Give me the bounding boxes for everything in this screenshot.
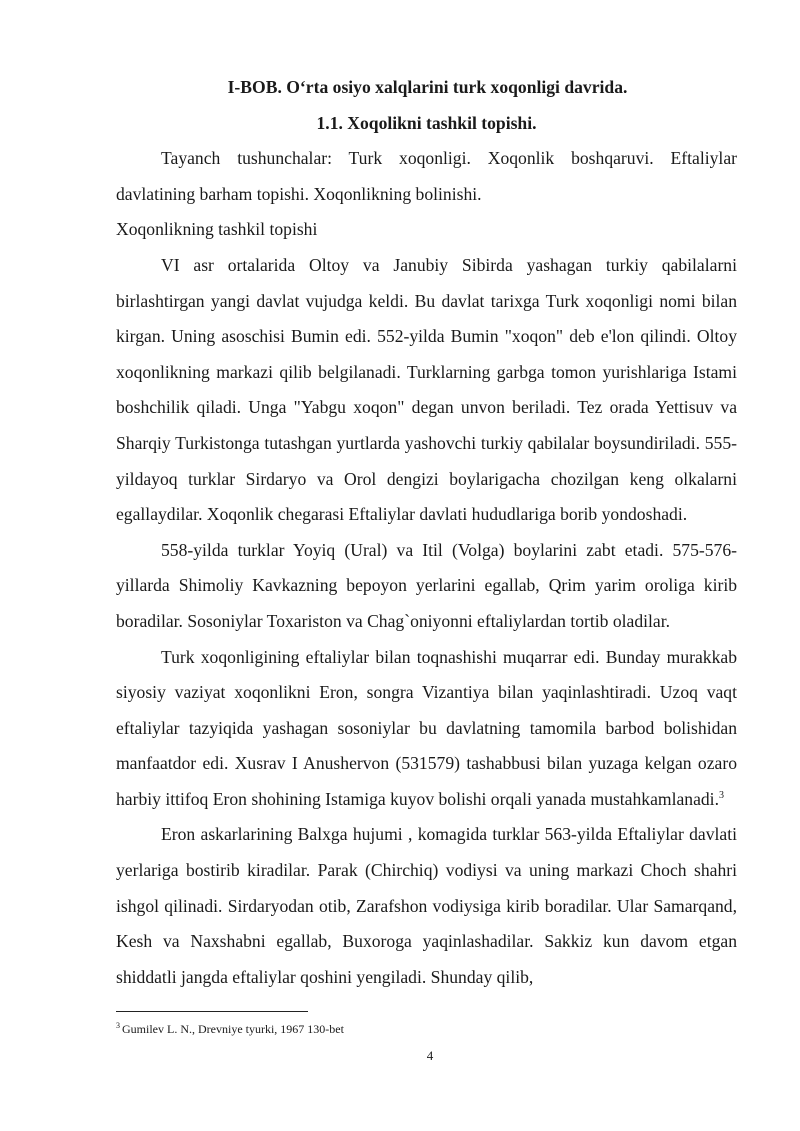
- paragraph-3: [116, 640, 737, 818]
- page-content: [116, 70, 737, 995]
- paragraph-1: VI asr ortalarida Oltoy va Janubiy Sibirda yashagan turkiy qabilalarni birlashtirgan yangi davlat vujudga keldi. Bu davlat tarixga Turk xoqonligi nomi bilan kirgan. Uning asoschisi Bumin edi. 552-yilda Bumin "xoqon" deb e'lon qilindi. Oltoy xoqonlikning markazi qilib belgilanadi. Turklarning garbga tomon yurishlariga Istami boshchilik qiladi. Unga "Yabgu xoqon" degan unvon beriladi. Tez orada Yettisuv va Sharqiy Turkistonga tutashgan yurtlarda yashovchi turkiy qabilalar boysundiriladi. 555-yildayoq turklar Sirdaryo va Orol dengizi boylarigacha chozilgan keng olkalarni egallaydilar. Xoqonlik chegarasi Eftaliylar davlati hududlariga borib yondoshadi.: [116, 254, 737, 525]
- footnote: [116, 1018, 344, 1037]
- footnote-mark: 3: [116, 1021, 120, 1030]
- section-heading: 1.1. Xoqolikni tashkil topishi.: [316, 112, 537, 133]
- paragraph-2: 558-yilda turklar Yoyiq (Ural) va Itil (Volga) boylarini zabt etadi. 575-576-yillarda Shimoliy Kavkazning bepoyon yerlarini egallab, Qrim yarim oroliga kirib boradilar. Sosoniylar Toxariston va Chag`oniyonni eftaliylardan tortib oladilar.: [116, 539, 737, 631]
- paragraph-3-text: Turk xoqonligining eftaliylar bilan toqnashishi muqarrar edi. Bunday murakkab siyosiy vaziyat xoqonlikni Eron, songra Vizantiya bilan yaqinlashtiradi. Uzoq vaqt eftaliylar tazyiqida yashagan sosoniylar bu davlatning tamomila barbod bolishidan manfaatdor edi. Xusrav I Anushervon (531579) tashabbusi bilan yuzaga kelgan ozaro harbiy ittifoq Eron shohining Istamiga kuyov bolishi orqali yanada mustahkamlanadi.: [116, 646, 737, 809]
- subheading: Xoqonlikning tashkil topishi: [116, 219, 318, 240]
- footnote-text: Gumilev L. N., Drevniye tyurki, 1967 130-bet: [122, 1022, 344, 1036]
- chapter-heading: I-BOB. O‘rta osiyo xalqlarini turk xoqonligi davrida.: [227, 77, 628, 97]
- footnote-divider: [116, 1011, 308, 1012]
- paragraph-4: Eron askarlarining Balxga hujumi , komagida turklar 563-yilda Eftaliylar davlati yerlariga bostirib kiradilar. Parak (Chirchiq) vodiysi va uning markazi Choch shahri ishgol qilinadi. Sirdaryodan otib, Zarafshon vodiysiga kirib boradilar. Ular Samarqand, Kesh va Naxshabni egallab, Buxoroga yaqinlashadilar. Sakkiz kun davom etgan shiddatli jangda eftaliylar qoshini yengiladi. Shunday qilib,: [116, 824, 737, 987]
- page-number: 4: [426, 1048, 434, 1063]
- footnote-reference[interactable]: 3: [718, 790, 724, 802]
- key-terms-paragraph: Tayanch tushunchalar: Turk xoqonligi. Xoqonlik boshqaruvi. Eftaliylar davlatining barham topishi. Xoqonlikning bolinishi.: [116, 148, 737, 204]
